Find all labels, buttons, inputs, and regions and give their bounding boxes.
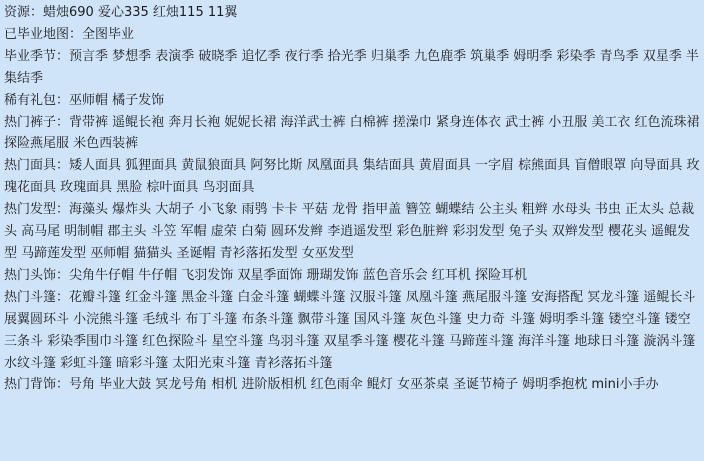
hot-masks-line [4, 155, 700, 199]
graduated-maps-line [4, 24, 700, 46]
hot-back-items-value: 号角 毕业大鼓 冥龙号角 相机 进阶版相机 红色雨伞 鲲灯 女巫茶桌 圣诞节椅子 姆明季抱枕 mini小手办 [69, 377, 659, 393]
hot-pants-line [4, 112, 700, 156]
hot-pants-value: 背带裤 遥鲲长袍 奔月长袍 妮妮长裙 海洋武士裤 白棉裤 搓澡巾 紧身连体衣 武士裤 小丑服 美工衣 红色流珠裙 探险燕尾服 米色西装裤 [4, 114, 700, 152]
rare-gift-packs-value: 巫师帽 橘子发饰 [69, 92, 165, 108]
graduated-maps-label: 已毕业地图： [4, 26, 83, 42]
hot-masks-value: 矮人面具 狐狸面具 黄鼠狼面具 阿努比斯 凤凰面具 集结面具 黄眉面具 一字眉 棕熊面具 盲僧眼罩 向导面具 玫瑰花面具 玫瑰面具 黑脸 棕叶面具 鸟羽面具 [4, 158, 700, 196]
hot-capes-line [4, 287, 700, 375]
hot-capes-value: 花瓣斗篷 红金斗篷 黑金斗篷 白金斗篷 蝴蝶斗篷 汉服斗篷 凤凰斗篷 燕尾服斗篷 安海搭配 冥龙斗篷 遥鲲长斗 展翼圆环斗 小浣熊斗篷 毛绒斗 布丁斗篷 布条斗篷 飘带斗篷 国风斗篷 灰色斗篷 史力奇 斗篷 姆明季斗篷 镂空斗篷 镂空三条斗 彩染季围巾斗篷 红色探险斗 星空斗篷 鸟羽斗篷 双星季斗篷 樱花斗篷 马蹄莲斗篷 海洋斗篷 地球日斗篷 漩涡斗篷 水纹斗篷 彩虹斗篷 暗彩斗篷 太阳光束斗篷 青衫落拓斗篷 [4, 289, 696, 371]
hot-back-items-line [4, 374, 700, 396]
resources-line [4, 2, 700, 24]
graduated-seasons-value: 预言季 梦想季 表演季 破晓季 追忆季 夜行季 拾光季 归巢季 九色鹿季 筑巢季 姆明季 彩染季 青鸟季 双星季 半集结季 [4, 48, 699, 86]
hot-pants-label: 热门裤子： [4, 114, 70, 130]
hot-hairstyles-value: 海藻头 爆炸头 大胡子 小飞象 雨鸮 卡卡 平菇 龙骨 指甲盖 簪笠 蝴蝶结 公主头 粗辫 水母头 书虫 正太头 总裁头 高马尾 明制帽 郡主头 斗笠 军帽 虚荣 白菊 圆环发辫 李逍遥发型 彩色脏辫 彩羽发型 兔子头 双辫发型 樱花头 遥鲲发型 马蹄莲发型 巫师帽 猫猫头 圣诞帽 青衫落拓发型 女巫发型 [4, 202, 695, 261]
hot-hairstyles-line [4, 199, 700, 265]
hot-hairstyles-label: 热门发型： [4, 202, 70, 218]
hot-masks-label: 热门面具： [4, 158, 70, 174]
graduated-seasons-label: 毕业季节： [4, 48, 70, 64]
rare-gift-packs-line [4, 90, 700, 112]
hot-capes-label: 热门斗篷： [4, 289, 70, 305]
resources-label: 资源： [4, 5, 44, 20]
hot-headwear-value: 尖角牛仔帽 牛仔帽 飞羽发饰 双星季面饰 珊瑚发饰 蓝色音乐会 红耳机 探险耳机 [69, 267, 527, 283]
hot-back-items-label: 热门背饰： [4, 377, 70, 393]
rare-gift-packs-label: 稀有礼包： [4, 92, 70, 108]
hot-headwear-label: 热门头饰： [4, 267, 70, 283]
graduated-maps-value: 全图毕业 [82, 26, 135, 42]
graduated-seasons-line [4, 46, 700, 90]
resources-value: 蜡烛690 爱心335 红烛115 11翼 [43, 5, 238, 20]
hot-headwear-line [4, 265, 700, 287]
